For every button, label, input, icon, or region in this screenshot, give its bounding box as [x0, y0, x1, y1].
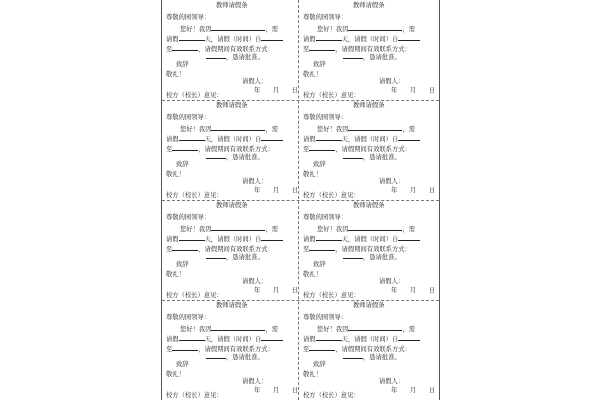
contact-text: ，请假期间有效联系方式： — [335, 146, 411, 153]
start-date-blank[interactable] — [398, 33, 420, 41]
contact-text: ，请假期间有效联系方式： — [335, 246, 411, 253]
start-date-blank[interactable] — [398, 333, 420, 341]
to-text: 至 — [166, 346, 173, 353]
salute-text: 敬礼！ — [166, 71, 185, 78]
salutation: 尊敬的园领导： — [303, 114, 348, 121]
reason-blank[interactable] — [211, 123, 265, 131]
contact-blank[interactable] — [206, 51, 226, 59]
leave-slip — [299, 200, 435, 300]
need-text: 需 — [408, 126, 416, 133]
request-text: 请假 — [303, 136, 316, 143]
days-blank[interactable] — [316, 233, 342, 241]
approve-text: ，恳请批准。 — [363, 54, 401, 61]
to-text: 至 — [166, 146, 173, 153]
to-text: 至 — [303, 146, 310, 153]
days-time-text: 天，请假（时间）自 — [204, 336, 262, 343]
approve-text: ，恳请批准。 — [226, 354, 264, 361]
to-text: 至 — [303, 246, 310, 253]
salute-text: 敬礼！ — [166, 371, 185, 378]
opinion-label: 校方（校长）意见： — [166, 192, 223, 199]
greeting-text: 您好！我因 — [317, 126, 349, 133]
opinion-label: 校方（校长）意见： — [166, 292, 223, 299]
contact-blank[interactable] — [206, 151, 226, 159]
approve-line — [206, 351, 264, 363]
greeting-text: 您好！我因 — [180, 226, 212, 233]
contact-blank[interactable] — [343, 351, 363, 359]
reason-blank[interactable] — [211, 323, 265, 331]
start-date-blank[interactable] — [398, 133, 420, 141]
applicant-label: 请假人： — [242, 278, 268, 285]
salutation: 尊敬的园领导： — [166, 14, 211, 21]
need-text: 需 — [408, 326, 416, 333]
request-text: 请假 — [303, 236, 316, 243]
reason-line: 您好！我因 ，需 — [180, 23, 278, 35]
reason-line: 您好！我因 ，需 — [317, 323, 415, 335]
respect-text: 致辞 — [176, 161, 189, 168]
applicant-label: 请假人： — [379, 278, 405, 285]
end-date-blank[interactable] — [309, 343, 335, 351]
leave-slip-sheet — [161, 0, 440, 400]
respect-text: 致辞 — [313, 161, 326, 168]
approve-text: ，恳请批准。 — [226, 154, 264, 161]
request-text: 请假 — [166, 136, 179, 143]
reason-blank[interactable] — [348, 323, 402, 331]
date-line: 年 月 日 — [391, 387, 436, 394]
approve-line — [343, 351, 401, 363]
start-date-blank[interactable] — [261, 33, 283, 41]
salutation: 尊敬的园领导： — [166, 114, 211, 121]
greeting-text: 您好！我因 — [317, 326, 349, 333]
days-time-text: 天，请假（时间）自 — [341, 36, 399, 43]
leave-slip — [162, 0, 298, 100]
salutation: 尊敬的园领导： — [303, 314, 348, 321]
reason-line: 您好！我因 ，需 — [317, 223, 415, 235]
date-line: 年 月 日 — [254, 187, 299, 194]
date-line: 年 月 日 — [254, 287, 299, 294]
approve-text: ，恳请批准。 — [363, 154, 401, 161]
contact-blank[interactable] — [343, 251, 363, 259]
approve-text: ，恳请批准。 — [226, 54, 264, 61]
leave-slip — [162, 300, 298, 400]
to-text: 至 — [166, 46, 173, 53]
respect-text: 致辞 — [176, 61, 189, 68]
salute-text: 敬礼！ — [166, 171, 185, 178]
reason-line: 您好！我因 ，需 — [180, 123, 278, 135]
contact-text: ，请假期间有效联系方式： — [198, 246, 274, 253]
reason-blank[interactable] — [211, 223, 265, 231]
date-line: 年 月 日 — [391, 187, 436, 194]
leave-slip — [299, 100, 435, 200]
reason-line: 您好！我因 ，需 — [180, 323, 278, 335]
respect-text: 致辞 — [176, 261, 189, 268]
contact-text: ，请假期间有效联系方式： — [198, 46, 274, 53]
greeting-text: 您好！我因 — [180, 126, 212, 133]
opinion-label: 校方（校长）意见： — [303, 192, 360, 199]
opinion-label: 校方（校长）意见： — [166, 92, 223, 99]
opinion-label: 校方（校长）意见： — [303, 292, 360, 299]
request-text: 请假 — [166, 336, 179, 343]
days-blank[interactable] — [316, 133, 342, 141]
applicant-label: 请假人： — [242, 178, 268, 185]
end-date-blank[interactable] — [172, 343, 198, 351]
greeting-text: 您好！我因 — [180, 326, 212, 333]
date-line: 年 月 日 — [391, 87, 436, 94]
date-line: 年 月 日 — [391, 287, 436, 294]
greeting-text: 您好！我因 — [180, 26, 212, 33]
slip-title: 教师请假条 — [353, 202, 385, 209]
greeting-text: 您好！我因 — [317, 26, 349, 33]
respect-text: 致辞 — [313, 361, 326, 368]
contact-blank[interactable] — [206, 251, 226, 259]
salutation: 尊敬的园领导： — [166, 214, 211, 221]
reason-line: 您好！我因 ，需 — [317, 23, 415, 35]
days-time-text: 天，请假（时间）自 — [341, 236, 399, 243]
applicant-label: 请假人： — [379, 178, 405, 185]
salutation: 尊敬的园领导： — [166, 314, 211, 321]
need-text: 需 — [271, 26, 279, 33]
days-time-text: 天，请假（时间）自 — [341, 336, 399, 343]
days-time-text: 天，请假（时间）自 — [341, 136, 399, 143]
slip-title: 教师请假条 — [353, 2, 385, 9]
end-date-blank[interactable] — [172, 243, 198, 251]
salute-text: 敬礼！ — [166, 271, 185, 278]
slip-title: 教师请假条 — [216, 102, 248, 109]
salutation: 尊敬的园领导： — [303, 214, 348, 221]
contact-blank[interactable] — [206, 351, 226, 359]
date-line: 年 月 日 — [254, 387, 299, 394]
respect-text: 致辞 — [313, 61, 326, 68]
contact-text: ，请假期间有效联系方式： — [198, 146, 274, 153]
slip-title: 教师请假条 — [216, 202, 248, 209]
applicant-label: 请假人： — [242, 78, 268, 85]
approve-line — [206, 251, 264, 263]
to-text: 至 — [166, 246, 173, 253]
days-time-text: 天，请假（时间）自 — [204, 236, 262, 243]
need-text: 需 — [271, 226, 279, 233]
start-date-blank[interactable] — [398, 233, 420, 241]
request-text: 请假 — [166, 36, 179, 43]
approve-line — [343, 51, 401, 63]
request-text: 请假 — [303, 336, 316, 343]
end-date-blank[interactable] — [309, 143, 335, 151]
approve-text: ，恳请批准。 — [363, 254, 401, 261]
approve-line — [343, 251, 401, 263]
applicant-label: 请假人： — [242, 378, 268, 385]
applicant-label: 请假人： — [379, 78, 405, 85]
approve-text: ，恳请批准。 — [363, 354, 401, 361]
slip-title: 教师请假条 — [216, 302, 248, 309]
reason-line: 您好！我因 ，需 — [180, 223, 278, 235]
need-text: 需 — [271, 326, 279, 333]
start-date-blank[interactable] — [261, 233, 283, 241]
salutation: 尊敬的园领导： — [303, 14, 348, 21]
leave-slip — [299, 300, 435, 400]
days-blank[interactable] — [316, 333, 342, 341]
opinion-label: 校方（校长）意见： — [303, 392, 360, 399]
leave-slip — [162, 200, 298, 300]
need-text: 需 — [271, 126, 279, 133]
approve-text: ，恳请批准。 — [226, 254, 264, 261]
days-blank[interactable] — [179, 33, 205, 41]
start-date-blank[interactable] — [261, 333, 283, 341]
days-blank[interactable] — [179, 133, 205, 141]
salute-text: 敬礼！ — [303, 271, 322, 278]
contact-blank[interactable] — [343, 51, 363, 59]
days-time-text: 天，请假（时间）自 — [204, 36, 262, 43]
slip-title: 教师请假条 — [216, 2, 248, 9]
reason-blank[interactable] — [348, 23, 402, 31]
slip-title: 教师请假条 — [353, 102, 385, 109]
salute-text: 敬礼！ — [303, 171, 322, 178]
contact-blank[interactable] — [343, 151, 363, 159]
need-text: 需 — [408, 26, 416, 33]
contact-text: ，请假期间有效联系方式： — [335, 346, 411, 353]
reason-blank[interactable] — [211, 23, 265, 31]
approve-line — [343, 151, 401, 163]
greeting-text: 您好！我因 — [317, 226, 349, 233]
reason-blank[interactable] — [348, 123, 402, 131]
start-date-blank[interactable] — [261, 133, 283, 141]
end-date-blank[interactable] — [309, 243, 335, 251]
approve-line — [206, 51, 264, 63]
need-text: 需 — [408, 226, 416, 233]
days-time-text: 天，请假（时间）自 — [204, 136, 262, 143]
contact-text: ，请假期间有效联系方式： — [335, 46, 411, 53]
applicant-label: 请假人： — [379, 378, 405, 385]
end-date-blank[interactable] — [309, 43, 335, 51]
days-blank[interactable] — [179, 233, 205, 241]
end-date-blank[interactable] — [172, 143, 198, 151]
respect-text: 致辞 — [313, 261, 326, 268]
opinion-label: 校方（校长）意见： — [303, 92, 360, 99]
request-text: 请假 — [166, 236, 179, 243]
reason-line: 您好！我因 ，需 — [317, 123, 415, 135]
approve-line — [206, 151, 264, 163]
days-blank[interactable] — [316, 33, 342, 41]
salute-text: 敬礼！ — [303, 71, 322, 78]
contact-text: ，请假期间有效联系方式： — [198, 346, 274, 353]
days-blank[interactable] — [179, 333, 205, 341]
leave-slip — [299, 0, 435, 100]
leave-slip — [162, 100, 298, 200]
opinion-label: 校方（校长）意见： — [166, 392, 223, 399]
end-date-blank[interactable] — [172, 43, 198, 51]
slip-title: 教师请假条 — [353, 302, 385, 309]
to-text: 至 — [303, 46, 310, 53]
date-line: 年 月 日 — [254, 87, 299, 94]
reason-blank[interactable] — [348, 223, 402, 231]
salute-text: 敬礼！ — [303, 371, 322, 378]
respect-text: 致辞 — [176, 361, 189, 368]
to-text: 至 — [303, 346, 310, 353]
request-text: 请假 — [303, 36, 316, 43]
